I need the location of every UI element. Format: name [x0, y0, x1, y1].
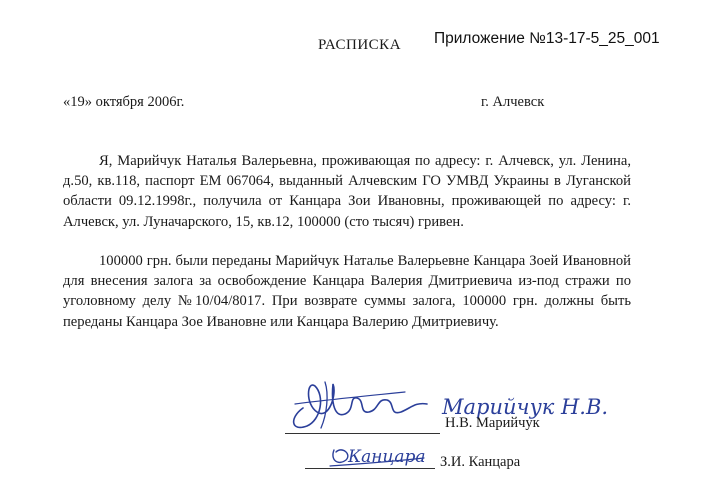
handwritten-kantsara-text: Канцара: [348, 447, 426, 467]
handwritten-name-text: Марийчук Н.В.: [442, 395, 609, 419]
signature-marijchuk: [285, 374, 435, 434]
document-title: РАСПИСКА: [318, 37, 402, 53]
printed-name-marijchuk: Н.В. Марийчук: [445, 415, 540, 431]
document-date: «19» октября 2006г.: [63, 94, 185, 110]
paragraph-receipt: Я, Марийчук Наталья Валерьевна, проживающая по адресу: г. Алчевск, ул. Ленина, д.50, кв.118, паспорт ЕМ 067064, выданный Алчевским ГО УМВД Украины в Луганской области 09.12.1998г., получила от Канцара Зои Ивановны, проживающей по адресу: г. Алчевск, ул. Луначарского, 15, кв.12, 100000 (сто тысяч) гривен.: [63, 153, 631, 230]
appendix-label: Приложение №13-17-5_25_001: [434, 30, 660, 47]
signature-kantsara: [328, 440, 428, 470]
paragraph-purpose: 100000 грн. были переданы Марийчук Наталье Валерьевне Канцара Зоей Ивановной для внесения залога за освобождение Канцара Валерия Дмитриевича из-под стражи по уголовному делу №10/04/8017. При возврате суммы залога, 100000 грн. должны быть переданы Канцара Зое Ивановне или Канцара Валерию Дмитриевичу.: [63, 253, 631, 330]
printed-name-kantsara: З.И. Канцара: [440, 454, 521, 470]
document-city: г. Алчевск: [481, 94, 545, 110]
signature-line-1: [285, 433, 440, 434]
signature-line-2: [305, 468, 435, 469]
